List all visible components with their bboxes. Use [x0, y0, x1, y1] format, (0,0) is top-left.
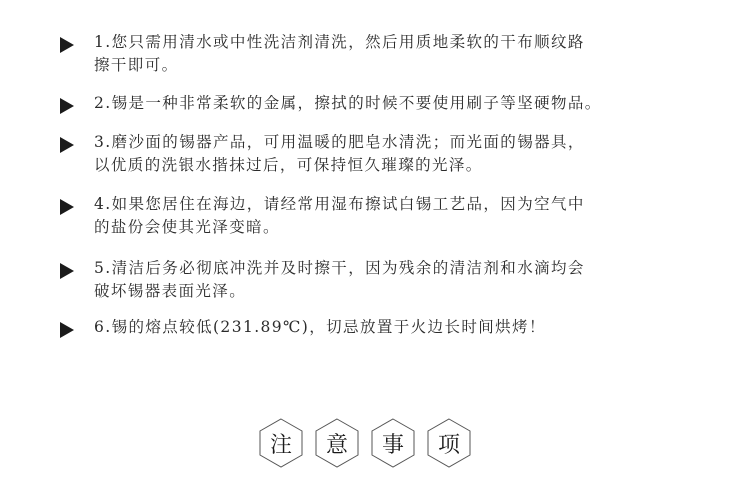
- note-text: 5.清洁后务必彻底冲洗并及时擦干，因为残余的清洁剂和水滴均会 破坏锡器表面光泽。: [94, 259, 585, 300]
- note-text: 4.如果您居住在海边，请经常用湿布擦试白锡工艺品，因为空气中 的盐份会使其光泽变暗。: [94, 195, 585, 236]
- triangle-arrow-icon: [60, 199, 74, 215]
- triangle-arrow-icon: [60, 322, 74, 338]
- note-text: 3.磨沙面的锡器产品，可用温暖的肥皂水清洗；而光面的锡器具， 以优质的洗银水揩抹过后，可保持恒久璀璨的光泽。: [94, 133, 585, 174]
- title-char: 意: [325, 432, 348, 458]
- title-badge: [371, 418, 415, 468]
- triangle-arrow-icon: [60, 137, 74, 153]
- note-item-4: [60, 193, 720, 239]
- note-text: 2.锡是一种非常柔软的金属，擦拭的时候不要使用刷子等坚硬物品。: [94, 94, 602, 112]
- note-item-5: [60, 257, 720, 303]
- title-char: 项: [437, 432, 460, 458]
- title-char: 注: [269, 432, 292, 458]
- title-badge: [315, 418, 359, 468]
- title-char: 事: [381, 432, 404, 458]
- triangle-arrow-icon: [60, 98, 74, 114]
- title-badge: [427, 418, 471, 468]
- note-item-6: [60, 316, 720, 339]
- note-item-2: [60, 92, 720, 115]
- note-item-3: [60, 131, 720, 177]
- triangle-arrow-icon: [60, 37, 74, 53]
- title-badge: [259, 418, 303, 468]
- note-item-1: [60, 31, 720, 77]
- triangle-arrow-icon: [60, 263, 74, 279]
- note-text: 6.锡的熔点较低(231.89℃)，切忌放置于火边长时间烘烤！: [94, 318, 546, 336]
- note-text: 1.您只需用清水或中性洗洁剂清洗，然后用质地柔软的干布顺纹路 擦干即可。: [94, 33, 585, 74]
- title-badges: [0, 418, 730, 468]
